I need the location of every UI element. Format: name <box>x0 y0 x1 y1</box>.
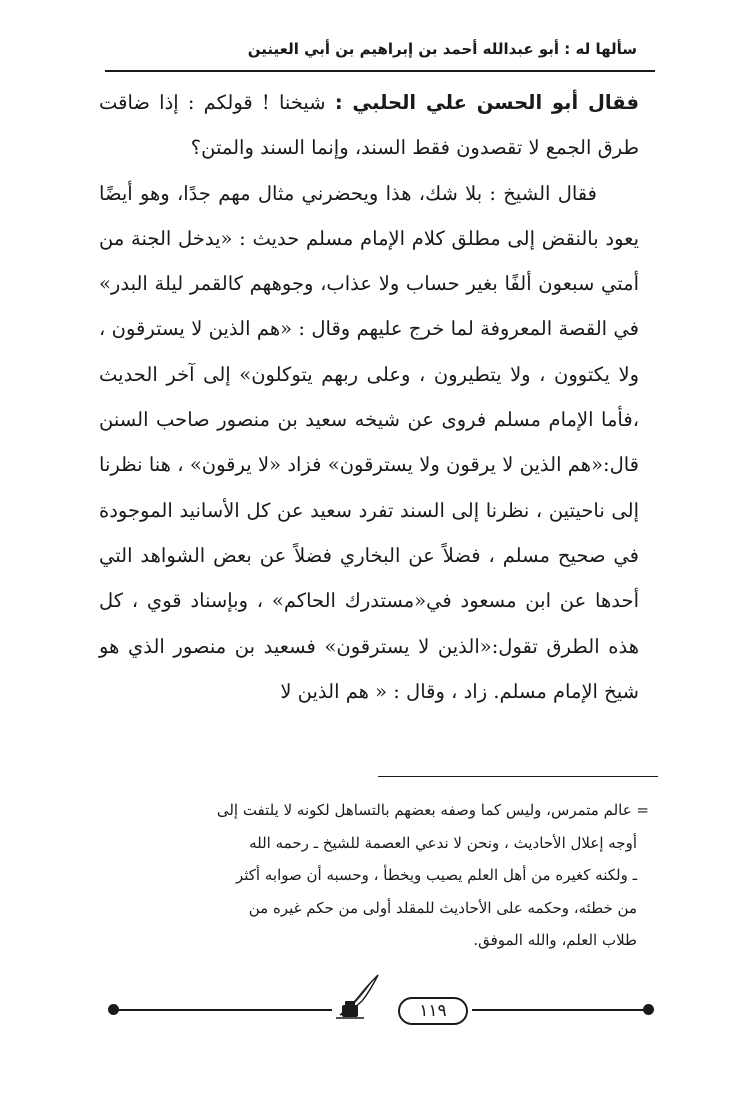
running-header: سألها له : أبو عبدالله أحمد بن إبراهيم بن أبي العينين <box>247 40 637 58</box>
footer-dot-icon <box>108 1004 119 1015</box>
page-number: ١١٩ <box>398 997 468 1025</box>
footer-dot-icon <box>643 1004 654 1015</box>
speaker-name: فقال أبو الحسن علي الحلبي : <box>334 91 639 114</box>
footnote-separator <box>378 776 658 777</box>
header-rule <box>105 70 655 72</box>
page-footer <box>110 995 650 1025</box>
footnote-line: أوجه إعلال الأحاديث ، ونحن لا ندعي العصمة للشيخ ـ رحمه الله <box>249 833 637 852</box>
footer-rule-left <box>114 1009 332 1011</box>
footnote-line: من خطئه، وحكمه على الأحاديث للمقلد أولى من حكم غيره من <box>248 898 637 917</box>
footer-rule-right <box>472 1009 650 1011</box>
paragraph-1-text: شيخنا ! قولكم : إذا ضاقت طرق الجمع لا تقصدون فقط السند، وإنما السند والمتن؟ <box>99 91 639 160</box>
footnote-line: = عالم متمرس، وليس كما وصفه بعضهم بالتساهل لكونه لا يلتفت إلى <box>216 801 649 819</box>
main-text <box>99 80 639 714</box>
inkwell-quill-icon <box>332 971 382 1021</box>
footnote-line: ـ ولكنه كغيره من أهل العلم يصيب ويخطأ ، وحسبه أن صوابه أكثر <box>235 866 637 884</box>
footnote-line: طلاب العلم، والله الموفق. <box>473 931 637 949</box>
paragraph-1 <box>99 80 639 171</box>
paragraph-2: فقال الشيخ : بلا شك، هذا ويحضرني مثال مهم جدًا، وهو أيضًا يعود بالنقض إلى مطلق كلام الإمام مسلم حديث : «يدخل الجنة من أمتي سبعون ألفًا بغير حساب ولا عذاب، وجوههم كالقمر ليلة البدر» في القصة المعروفة لما خرج عليهم وقال : «هم الذين لا يسترقون ، ولا يكتوون ، ولا يتطيرون ، وعلى ربهم يتوكلون» إلى آخر الحديث ،فأما الإمام مسلم فروى عن شيخه سعيد بن منصور صاحب السنن قال:«هم الذين لا يرقون ولا يسترقون» فزاد «لا يرقون» ، هنا نظرنا إلى ناحيتين ، نظرنا إلى السند تفرد سعيد عن كل الأسانيد الموجودة في صحيح مسلم ، فضلاً عن البخاري فضلاً عن بعض الشواهد التي أحدها عن ابن مسعود في«مستدرك الحاكم» ، وبإسناد قوي ، كل هذه الطرق تقول:«الذين لا يسترقون» فسعيد بن منصور الذي هو شيخ الإمام مسلم. زاد ، وقال : « هم الذين لا <box>99 181 639 703</box>
footnote <box>97 794 649 957</box>
